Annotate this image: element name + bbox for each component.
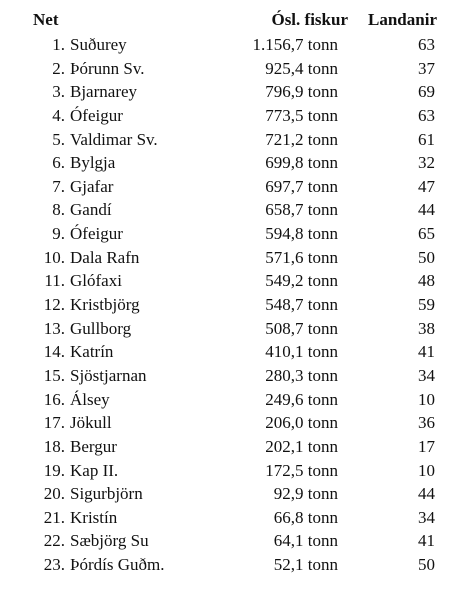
row-rank: 4. [52, 105, 65, 125]
row-catch: 571,6 tonn [265, 247, 338, 267]
header-landings: Landanir [368, 10, 437, 29]
table-row [0, 435, 451, 459]
table-row [0, 57, 451, 81]
row-catch: 64,1 tonn [273, 531, 338, 551]
table-row [0, 317, 451, 341]
row-landings: 17 [418, 436, 435, 456]
row-vessel-name: Ófeigur [70, 224, 123, 244]
header-net: Net [33, 10, 59, 29]
row-vessel-name: Katrín [70, 342, 114, 362]
row-landings: 36 [418, 413, 435, 433]
row-vessel-name: Bjarnarey [70, 82, 138, 102]
table-row [0, 80, 451, 104]
row-rank: 19. [43, 460, 65, 480]
row-vessel-name: Kap II. [70, 460, 119, 480]
row-landings: 63 [418, 35, 435, 54]
row-vessel-name: Álsey [70, 389, 110, 409]
row-landings: 34 [418, 507, 435, 527]
row-catch: 410,1 tonn [265, 342, 338, 362]
row-landings: 37 [418, 58, 435, 78]
row-rank: 22. [43, 531, 65, 551]
row-landings: 48 [418, 271, 435, 291]
table-row [0, 33, 451, 57]
row-rank: 23. [43, 555, 65, 575]
row-vessel-name: Valdimar Sv. [70, 129, 158, 149]
row-landings: 10 [418, 460, 435, 480]
row-rank: 3. [52, 82, 65, 102]
row-landings: 61 [418, 129, 435, 149]
row-vessel-name: Bergur [70, 436, 117, 456]
table-row [0, 175, 451, 199]
row-catch: 699,8 tonn [265, 153, 338, 173]
table-row [0, 553, 451, 577]
table-row [0, 340, 451, 364]
row-catch: 594,8 tonn [265, 224, 338, 244]
row-vessel-name: Sjöstjarnan [70, 365, 147, 385]
table-row [0, 388, 451, 412]
row-vessel-name: Kristín [70, 507, 118, 527]
row-rank: 20. [43, 484, 65, 504]
row-landings: 69 [418, 82, 435, 102]
row-rank: 18. [43, 436, 65, 456]
row-rank: 9. [52, 224, 65, 244]
row-landings: 50 [418, 555, 435, 575]
row-landings: 47 [418, 176, 435, 196]
row-catch: 66,8 tonn [273, 507, 338, 527]
row-landings: 32 [418, 153, 435, 173]
row-rank: 15. [43, 365, 65, 385]
row-rank: 12. [43, 295, 65, 315]
row-catch: 202,1 tonn [265, 436, 338, 456]
table-row [0, 151, 451, 175]
row-rank: 10. [43, 247, 65, 267]
table-row [0, 506, 451, 530]
table-row [0, 269, 451, 293]
row-landings: 59 [418, 295, 435, 315]
row-landings: 41 [418, 342, 435, 362]
row-catch: 925,4 tonn [265, 58, 338, 78]
row-landings: 34 [418, 365, 435, 385]
row-vessel-name: Þórdís Guðm. [70, 555, 165, 575]
row-landings: 44 [418, 484, 435, 504]
row-vessel-name: Bylgja [70, 153, 116, 173]
row-catch: 549,2 tonn [265, 271, 338, 291]
table-row [0, 293, 451, 317]
row-vessel-name: Sigurbjörn [70, 484, 143, 504]
row-vessel-name: Glófaxi [70, 271, 122, 291]
row-rank: 7. [52, 176, 65, 196]
row-catch: 796,9 tonn [265, 82, 338, 102]
row-vessel-name: Gjafar [70, 176, 114, 196]
table-row [0, 104, 451, 128]
row-catch: 548,7 tonn [265, 295, 338, 315]
row-catch: 697,7 tonn [265, 176, 338, 196]
row-rank: 21. [43, 507, 65, 527]
row-catch: 1.156,7 tonn [252, 35, 338, 54]
table-row [0, 222, 451, 246]
row-catch: 508,7 tonn [265, 318, 338, 338]
table-row [0, 128, 451, 152]
row-catch: 92,9 tonn [273, 484, 338, 504]
table-row [0, 459, 451, 483]
row-catch: 172,5 tonn [265, 460, 338, 480]
row-rank: 13. [43, 318, 65, 338]
row-catch: 206,0 tonn [265, 413, 338, 433]
row-rank: 11. [44, 271, 65, 291]
header-catch: Ósl. fiskur [271, 10, 348, 29]
row-catch: 52,1 tonn [273, 555, 338, 575]
table-row [0, 411, 451, 435]
row-landings: 38 [418, 318, 435, 338]
table-row [0, 246, 451, 270]
row-landings: 41 [418, 531, 435, 551]
row-catch: 280,3 tonn [265, 365, 338, 385]
row-catch: 721,2 tonn [265, 129, 338, 149]
row-catch: 658,7 tonn [265, 200, 338, 220]
row-landings: 44 [418, 200, 435, 220]
row-vessel-name: Ófeigur [70, 105, 123, 125]
row-landings: 50 [418, 247, 435, 267]
row-vessel-name: Dala Rafn [70, 247, 140, 267]
table-row [0, 364, 451, 388]
row-rank: 6. [52, 153, 65, 173]
table-row [0, 529, 451, 553]
row-catch: 773,5 tonn [265, 105, 338, 125]
row-vessel-name: Gandí [70, 200, 112, 220]
row-catch: 249,6 tonn [265, 389, 338, 409]
row-rank: 17. [43, 413, 65, 433]
row-rank: 2. [52, 58, 65, 78]
row-rank: 1. [52, 35, 65, 54]
row-landings: 63 [418, 105, 435, 125]
row-vessel-name: Þórunn Sv. [70, 58, 145, 78]
table-body [0, 33, 451, 577]
row-landings: 10 [418, 389, 435, 409]
row-landings: 65 [418, 224, 435, 244]
table-row [0, 198, 451, 222]
row-rank: 16. [43, 389, 65, 409]
row-rank: 5. [52, 129, 65, 149]
row-rank: 14. [43, 342, 65, 362]
row-vessel-name: Sæbjörg Su [70, 531, 149, 551]
row-vessel-name: Suðurey [70, 35, 127, 54]
row-vessel-name: Kristbjörg [70, 295, 140, 315]
row-vessel-name: Jökull [70, 413, 112, 433]
row-rank: 8. [52, 200, 65, 220]
table-row [0, 482, 451, 506]
row-vessel-name: Gullborg [70, 318, 132, 338]
